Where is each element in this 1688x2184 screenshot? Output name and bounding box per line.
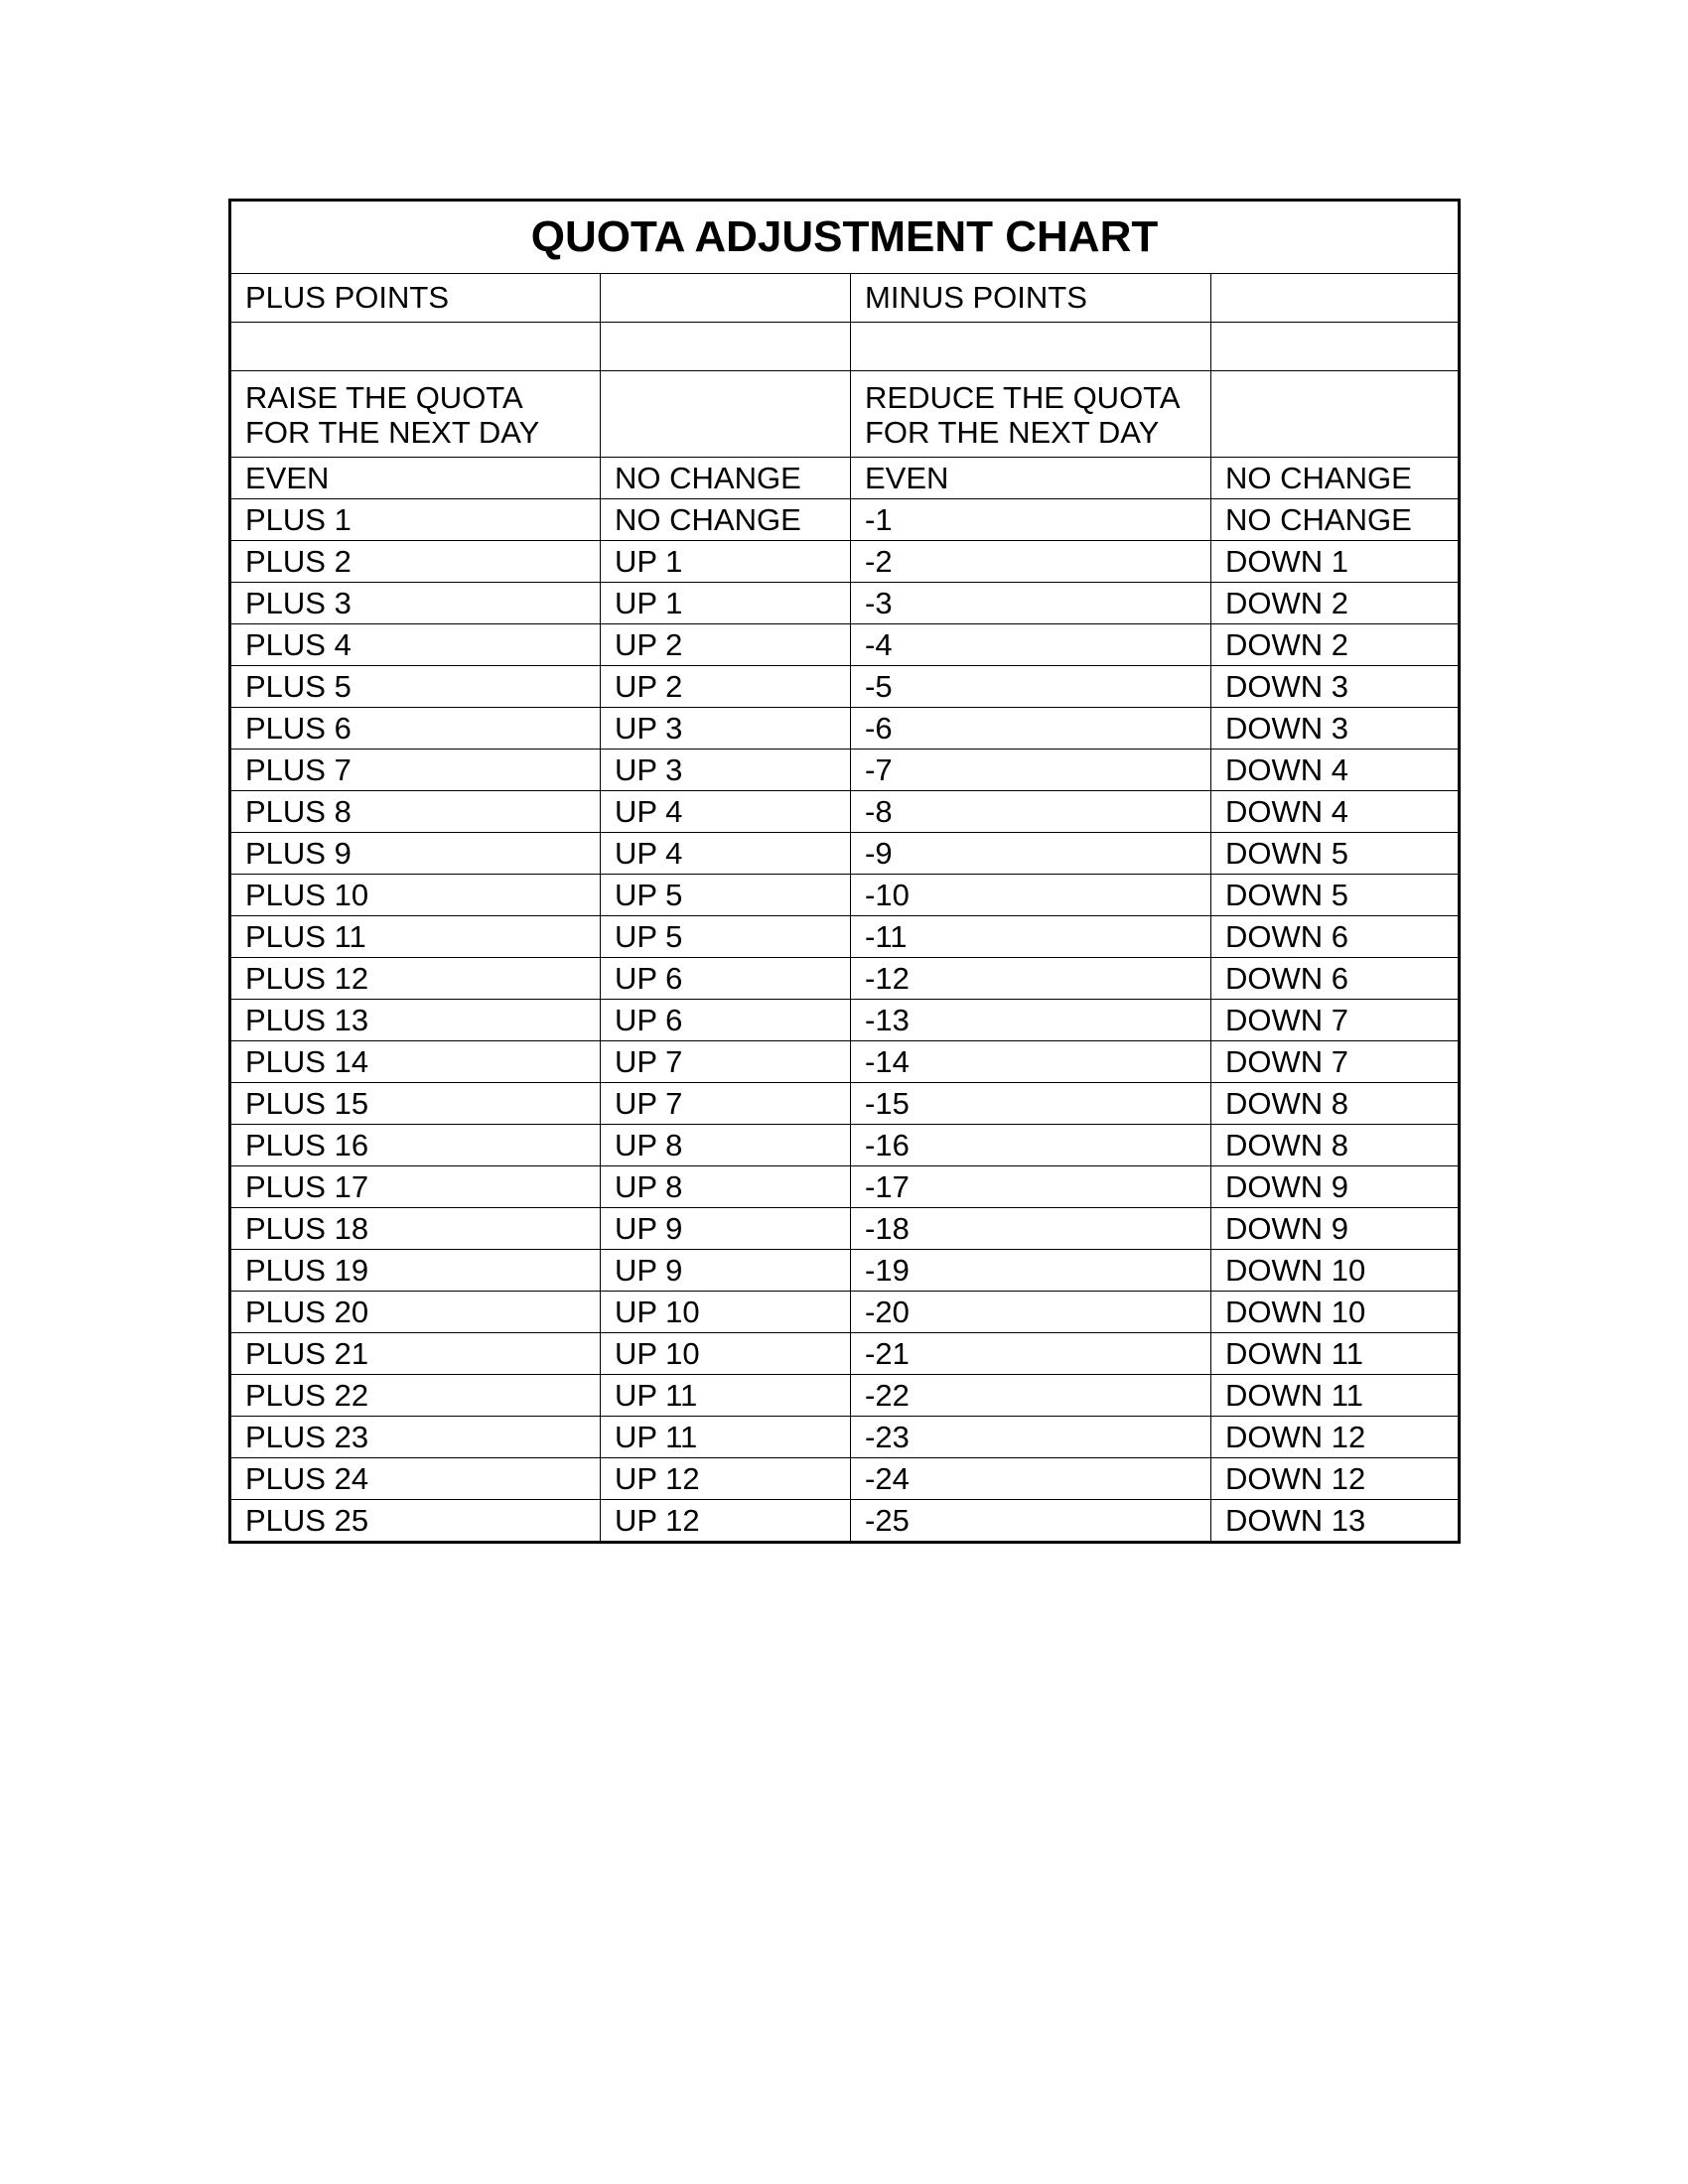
table-row [230,1083,1460,1125]
quota-reduce-cell: DOWN 9 [1211,1208,1460,1250]
quota-raise-cell: UP 3 [601,708,851,750]
table-row [230,499,1460,541]
quota-reduce-cell: DOWN 12 [1211,1458,1460,1500]
quota-reduce-cell: DOWN 2 [1211,624,1460,666]
quota-reduce-cell: DOWN 5 [1211,875,1460,916]
quota-raise-cell: UP 11 [601,1375,851,1417]
quota-raise-cell: UP 7 [601,1083,851,1125]
minus-points-cell: -18 [851,1208,1211,1250]
plus-points-cell: PLUS 25 [230,1500,601,1543]
quota-raise-cell: UP 12 [601,1458,851,1500]
plus-points-cell: PLUS 9 [230,833,601,875]
table-row [230,541,1460,583]
reduce-quota-label [851,371,1211,458]
minus-points-cell: -10 [851,875,1211,916]
quota-reduce-cell: DOWN 10 [1211,1250,1460,1292]
table-row [230,791,1460,833]
points-header-row [230,274,1460,323]
minus-points-label: MINUS POINTS [851,274,1211,323]
quota-reduce-cell: NO CHANGE [1211,499,1460,541]
plus-points-cell: PLUS 16 [230,1125,601,1166]
minus-points-cell: -6 [851,708,1211,750]
plus-points-cell: PLUS 18 [230,1208,601,1250]
minus-points-cell: -14 [851,1041,1211,1083]
table-row [230,1166,1460,1208]
minus-points-cell: -2 [851,541,1211,583]
minus-points-cell: -11 [851,916,1211,958]
quota-reduce-cell: DOWN 2 [1211,583,1460,624]
quota-raise-cell: UP 6 [601,958,851,1000]
quota-reduce-cell: DOWN 8 [1211,1083,1460,1125]
table-row [230,458,1460,499]
plus-points-cell: PLUS 6 [230,708,601,750]
minus-points-cell: -22 [851,1375,1211,1417]
empty-cell [601,323,851,371]
quota-reduce-cell: DOWN 6 [1211,916,1460,958]
minus-points-cell: -13 [851,1000,1211,1041]
document-page [228,199,1458,1544]
plus-points-cell: PLUS 8 [230,791,601,833]
instruction-row [230,371,1460,458]
quota-reduce-cell: DOWN 7 [1211,1000,1460,1041]
empty-cell [1211,371,1460,458]
reduce-quota-line2: FOR THE NEXT DAY [865,415,1160,450]
plus-points-cell: PLUS 14 [230,1041,601,1083]
table-row [230,958,1460,1000]
quota-raise-cell: UP 3 [601,750,851,791]
minus-points-cell: -19 [851,1250,1211,1292]
plus-points-cell: PLUS 19 [230,1250,601,1292]
plus-points-cell: PLUS 5 [230,666,601,708]
table-row [230,875,1460,916]
quota-raise-cell: UP 5 [601,875,851,916]
table-body [230,274,1460,1543]
table-row [230,1500,1460,1543]
minus-points-cell: -7 [851,750,1211,791]
minus-points-cell: -25 [851,1500,1211,1543]
empty-cell [1211,274,1460,323]
quota-reduce-cell: DOWN 8 [1211,1125,1460,1166]
quota-reduce-cell: DOWN 5 [1211,833,1460,875]
quota-raise-cell: NO CHANGE [601,499,851,541]
quota-raise-cell: UP 7 [601,1041,851,1083]
plus-points-cell: PLUS 21 [230,1333,601,1375]
minus-points-cell: -21 [851,1333,1211,1375]
raise-quota-line2: FOR THE NEXT DAY [245,415,540,450]
plus-points-cell: PLUS 13 [230,1000,601,1041]
table-row [230,708,1460,750]
quota-raise-cell: UP 8 [601,1125,851,1166]
plus-points-cell: PLUS 3 [230,583,601,624]
quota-reduce-cell: DOWN 1 [1211,541,1460,583]
minus-points-cell: -23 [851,1417,1211,1458]
quota-raise-cell: UP 5 [601,916,851,958]
quota-raise-cell: UP 4 [601,791,851,833]
table-row [230,1375,1460,1417]
empty-cell [851,323,1211,371]
minus-points-cell: -8 [851,791,1211,833]
minus-points-cell: -1 [851,499,1211,541]
empty-cell [230,323,601,371]
table-row [230,1333,1460,1375]
minus-points-cell: -3 [851,583,1211,624]
quota-reduce-cell: DOWN 3 [1211,666,1460,708]
table-row [230,750,1460,791]
minus-points-cell: -4 [851,624,1211,666]
title-row [230,201,1460,274]
minus-points-cell: -15 [851,1083,1211,1125]
plus-points-cell: PLUS 17 [230,1166,601,1208]
minus-points-cell: -20 [851,1292,1211,1333]
plus-points-cell: PLUS 2 [230,541,601,583]
table-row [230,916,1460,958]
quota-raise-cell: UP 9 [601,1250,851,1292]
quota-raise-cell: UP 11 [601,1417,851,1458]
raise-quota-line1: RAISE THE QUOTA [245,380,523,415]
plus-points-cell: PLUS 4 [230,624,601,666]
minus-points-cell: -17 [851,1166,1211,1208]
quota-raise-cell: UP 1 [601,583,851,624]
plus-points-cell: PLUS 23 [230,1417,601,1458]
table-row [230,1292,1460,1333]
quota-adjustment-table [228,199,1461,1544]
empty-cell [601,371,851,458]
quota-reduce-cell: NO CHANGE [1211,458,1460,499]
table-row [230,833,1460,875]
table-row [230,1000,1460,1041]
table-row [230,1125,1460,1166]
plus-points-label: PLUS POINTS [230,274,601,323]
plus-points-cell: PLUS 12 [230,958,601,1000]
plus-points-cell: PLUS 24 [230,1458,601,1500]
table-row [230,583,1460,624]
table-row [230,1041,1460,1083]
minus-points-cell: -9 [851,833,1211,875]
table-row [230,1250,1460,1292]
quota-raise-cell: NO CHANGE [601,458,851,499]
minus-points-cell: -24 [851,1458,1211,1500]
plus-points-cell: PLUS 11 [230,916,601,958]
quota-raise-cell: UP 8 [601,1166,851,1208]
quota-reduce-cell: DOWN 4 [1211,791,1460,833]
quota-raise-cell: UP 10 [601,1333,851,1375]
quota-raise-cell: UP 4 [601,833,851,875]
minus-points-cell: -5 [851,666,1211,708]
table-row [230,666,1460,708]
quota-raise-cell: UP 1 [601,541,851,583]
quota-raise-cell: UP 6 [601,1000,851,1041]
plus-points-cell: PLUS 1 [230,499,601,541]
quota-reduce-cell: DOWN 4 [1211,750,1460,791]
minus-points-cell: EVEN [851,458,1211,499]
empty-cell [601,274,851,323]
minus-points-cell: -12 [851,958,1211,1000]
quota-reduce-cell: DOWN 3 [1211,708,1460,750]
quota-reduce-cell: DOWN 11 [1211,1333,1460,1375]
plus-points-cell: PLUS 10 [230,875,601,916]
plus-points-cell: EVEN [230,458,601,499]
empty-cell [1211,323,1460,371]
quota-raise-cell: UP 12 [601,1500,851,1543]
minus-points-cell: -16 [851,1125,1211,1166]
quota-raise-cell: UP 9 [601,1208,851,1250]
quota-raise-cell: UP 2 [601,624,851,666]
quota-reduce-cell: DOWN 12 [1211,1417,1460,1458]
quota-reduce-cell: DOWN 10 [1211,1292,1460,1333]
table-title: QUOTA ADJUSTMENT CHART [230,201,1460,274]
plus-points-cell: PLUS 22 [230,1375,601,1417]
blank-row [230,323,1460,371]
quota-raise-cell: UP 2 [601,666,851,708]
quota-reduce-cell: DOWN 13 [1211,1500,1460,1543]
quota-reduce-cell: DOWN 6 [1211,958,1460,1000]
reduce-quota-line1: REDUCE THE QUOTA [865,380,1181,415]
plus-points-cell: PLUS 20 [230,1292,601,1333]
quota-reduce-cell: DOWN 7 [1211,1041,1460,1083]
quota-reduce-cell: DOWN 11 [1211,1375,1460,1417]
plus-points-cell: PLUS 15 [230,1083,601,1125]
raise-quota-label [230,371,601,458]
plus-points-cell: PLUS 7 [230,750,601,791]
table-row [230,1458,1460,1500]
table-row [230,1208,1460,1250]
table-row [230,624,1460,666]
table-row [230,1417,1460,1458]
quota-raise-cell: UP 10 [601,1292,851,1333]
quota-reduce-cell: DOWN 9 [1211,1166,1460,1208]
